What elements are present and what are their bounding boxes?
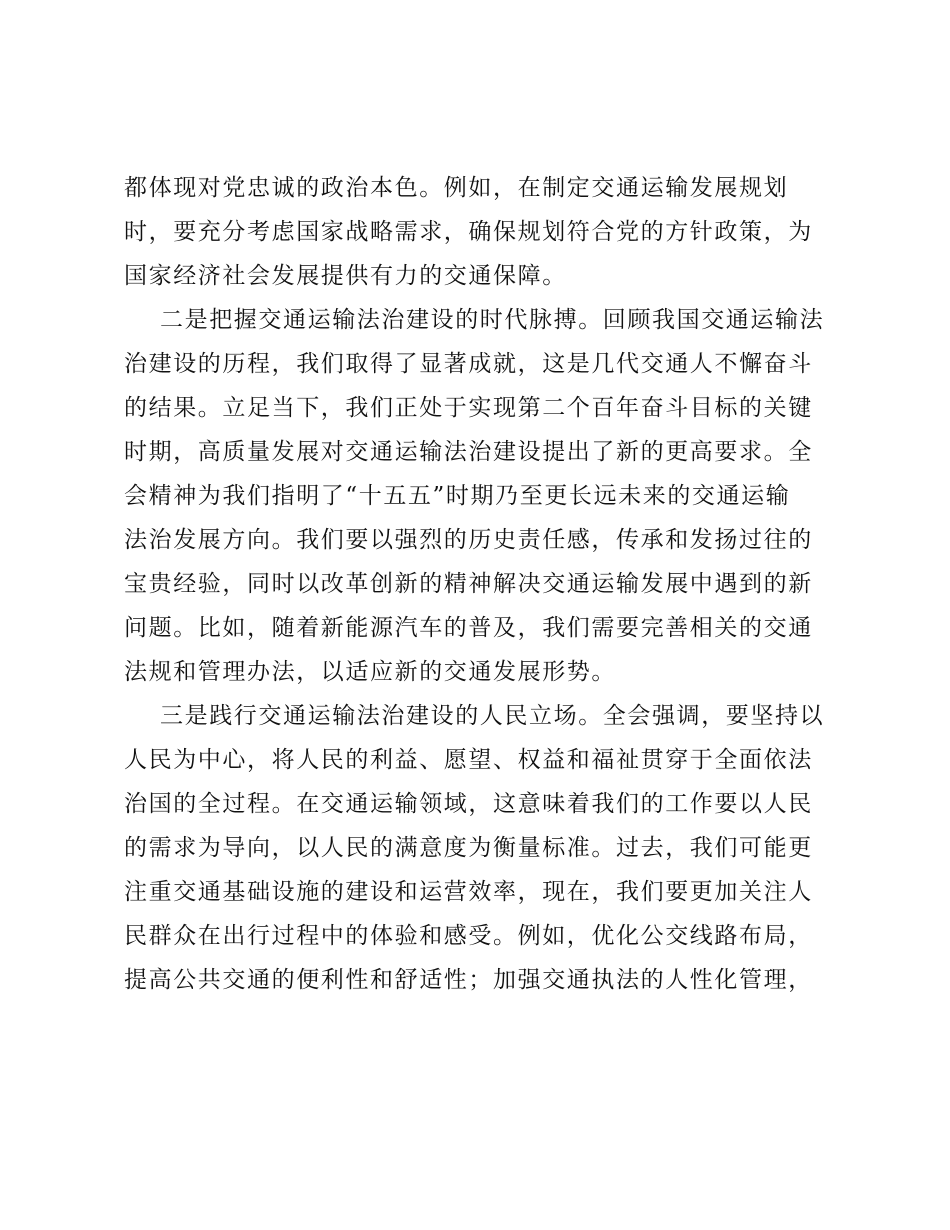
text-line: 宝贵经验，同时以改革创新的精神解决交通运输发展中遇到的新 — [124, 571, 813, 597]
text-line: 法治发展方向。我们要以强烈的历史责任感，传承和发扬过往的 — [124, 527, 813, 553]
text-line: 都体现对党忠诚的政治本色。例如，在制定交通运输发展规划 — [124, 175, 789, 201]
text-line: 的结果。立足当下，我们正处于实现第二个百年奋斗目标的关键 — [124, 395, 813, 421]
text-line: 注重交通基础设施的建设和运营效率，现在，我们要更加关注人 — [124, 879, 813, 905]
text-line: 人民为中心，将人民的利益、愿望、权益和福祉贯穿于全面依法 — [124, 747, 813, 773]
text-line: 提高公共交通的便利性和舒适性；加强交通执法的人性化管理， — [124, 967, 813, 993]
paragraph-2-first-line: 二是把握交通运输法治建设的时代脉搏。回顾我国交通运输法 — [160, 307, 825, 333]
text-line: 民群众在出行过程中的体验和感受。例如，优化公交线路布局， — [124, 923, 813, 949]
body-text — [124, 166, 834, 1002]
text-line: 法规和管理办法，以适应新的交通发展形势。 — [124, 659, 616, 685]
text-line: 会精神为我们指明了“十五五”时期乃至更长远未来的交通运输 — [124, 483, 791, 509]
text-line: 问题。比如，随着新能源汽车的普及，我们需要完善相关的交通 — [124, 615, 813, 641]
text-line: 时，要充分考虑国家战略需求，确保规划符合党的方针政策，为 — [124, 219, 813, 245]
text-line: 的需求为导向，以人民的满意度为衡量标准。过去，我们可能更 — [124, 835, 813, 861]
text-line: 时期，高质量发展对交通运输法治建设提出了新的更高要求。全 — [124, 439, 813, 465]
text-line: 国家经济社会发展提供有力的交通保障。 — [124, 263, 567, 289]
text-line: 治国的全过程。在交通运输领域，这意味着我们的工作要以人民 — [124, 791, 813, 817]
paragraph-3-first-line: 三是践行交通运输法治建设的人民立场。全会强调，要坚持以 — [160, 703, 825, 729]
text-line: 治建设的历程，我们取得了显著成就，这是几代交通人不懈奋斗 — [124, 351, 813, 377]
